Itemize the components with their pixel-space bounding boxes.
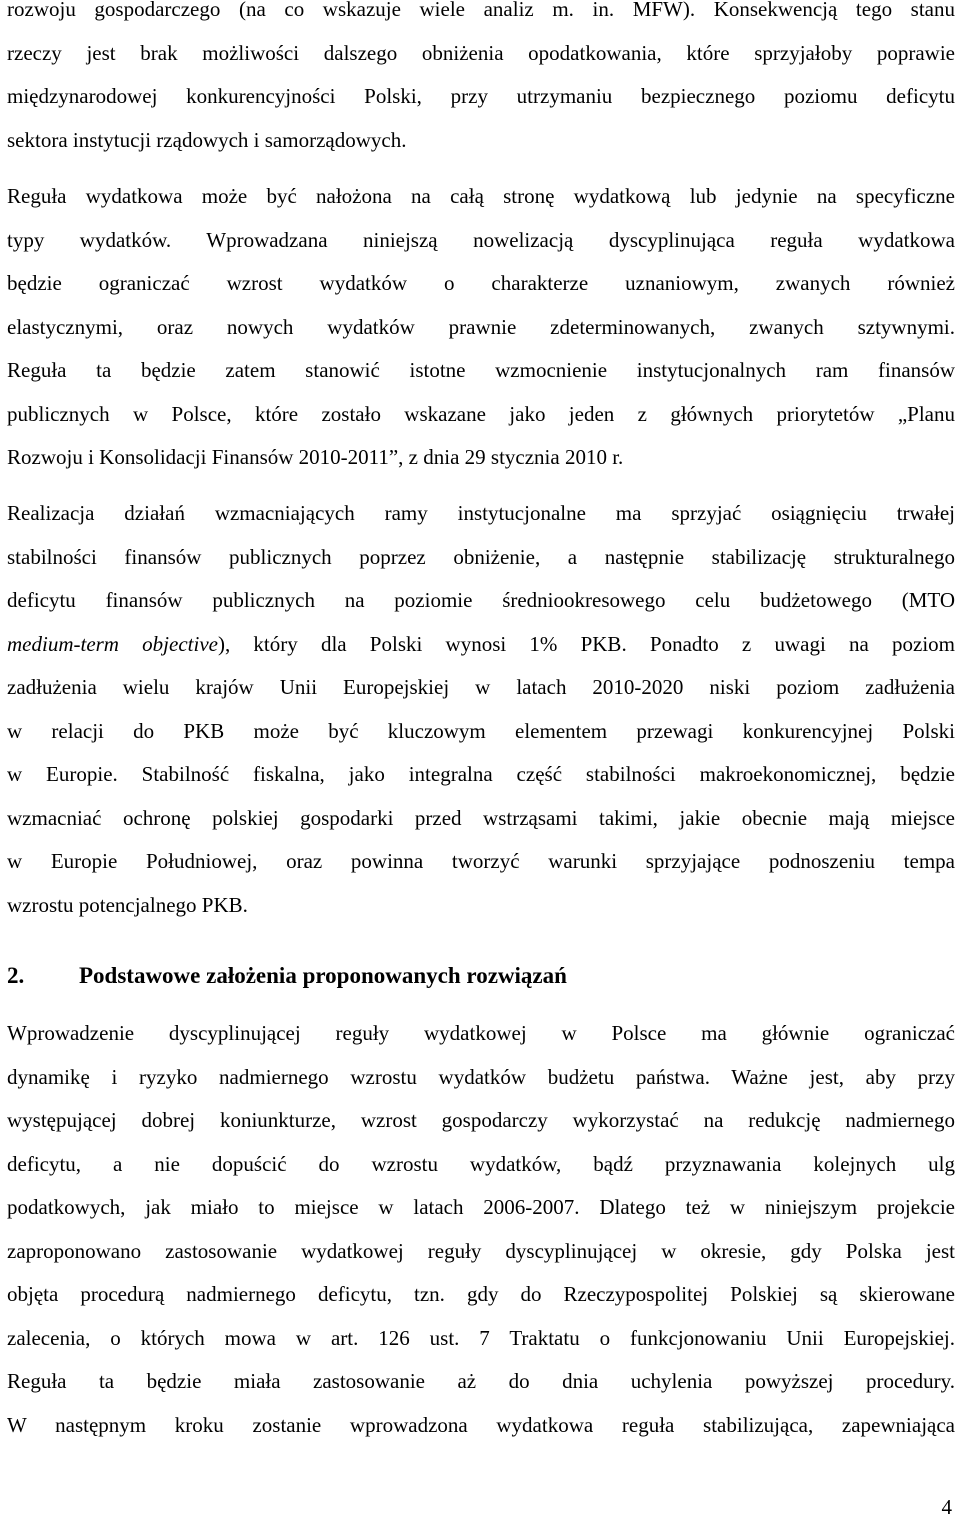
text-line: zadłużenia wielu krajów Unii Europejskiej w latach 2010-2020 niski poziom zadłużenia	[7, 675, 955, 699]
section-number: 2.	[7, 963, 25, 988]
page-number: 4	[941, 1495, 952, 1519]
paragraph-1	[7, 0, 955, 162]
text-line: elastycznymi, oraz nowych wydatków prawnie zdeterminowanych, zwanych sztywnymi.	[7, 314, 955, 339]
text-line: deficytu finansów publicznych na poziomie średniookresowego celu budżetowego (MTO	[7, 588, 955, 612]
text-line: Reguła ta będzie miała zastosowanie aż do dnia uchylenia powyższej procedury.	[7, 1369, 955, 1393]
text-line: będzie ograniczać wzrost wydatków o charakterze uznaniowym, zwanych również	[7, 271, 955, 295]
text-line: w relacji do PKB może być kluczowym elementem przewagi konkurencyjnej Polski	[7, 718, 955, 743]
section-heading	[7, 958, 567, 994]
text-line: dynamikę i ryzyko nadmiernego wzrostu wydatków budżetu państwa. Ważne jest, aby przy	[7, 1064, 955, 1089]
text-line: międzynarodowej konkurencyjności Polski, przy utrzymaniu bezpiecznego poziomu deficytu	[7, 84, 955, 108]
text-line: zaproponowano zastosowanie wydatkowej reguły dyscyplinującej w okresie, gdy Polska jest	[7, 1238, 955, 1263]
text-line: Wprowadzenie dyscyplinującej reguły wydatkowej w Polsce ma głównie ograniczać	[7, 1021, 955, 1045]
text-line: Reguła ta będzie zatem stanowić istotne wzmocnienie instytucjonalnych ram finansów	[7, 358, 955, 382]
section-title: Podstawowe założenia proponowanych rozwiązań	[79, 963, 567, 988]
paragraph-4	[7, 1012, 955, 1447]
text-line: stabilności finansów publicznych poprzez obniżenie, a następnie stabilizację strukturalnego	[7, 544, 955, 569]
text-line: rzeczy jest brak możliwości dalszego obniżenia opodatkowania, które sprzyjałoby poprawie	[7, 40, 955, 65]
text-line: deficytu, a nie dopuścić do wzrostu wydatków, bądź przyznawania kolejnych ulg	[7, 1151, 955, 1176]
text-line: występującej dobrej koniunkturze, wzrost gospodarczy wykorzystać na redukcję nadmiernego	[7, 1108, 955, 1132]
text-line: wzrostu potencjalnego PKB.	[7, 892, 248, 917]
text-line: rozwoju gospodarczego (na co wskazuje wiele analiz m. in. MFW). Konsekwencją tego stanu	[7, 0, 955, 21]
italic-term: medium-term objective	[7, 631, 218, 656]
text-line: Realizacja działań wzmacniających ramy instytucjonalne ma sprzyjać osiągnięciu trwałej	[7, 501, 955, 525]
text-line: wzmacniać ochronę polskiej gospodarki przed wstrząsami takimi, jakie obecnie mają miejsce	[7, 805, 955, 830]
text-line: typy wydatków. Wprowadzana niniejszą nowelizacją dyscyplinująca reguła wydatkowa	[7, 227, 955, 252]
text-line: podatkowych, jak miało to miejsce w latach 2006-2007. Dlatego też w niniejszym projekcie	[7, 1195, 955, 1219]
text-line: w Europie. Stabilność fiskalna, jako integralna część stabilności makroekonomicznej, będzie	[7, 762, 955, 786]
text-line: w Europie Południowej, oraz powinna tworzyć warunki sprzyjające podnoszeniu tempa	[7, 849, 955, 873]
text-line: publicznych w Polsce, które zostało wskazane jako jeden z głównych priorytetów „Planu	[7, 401, 955, 426]
paragraph-3	[7, 492, 955, 927]
text-line: W następnym kroku zostanie wprowadzona wydatkowa reguła stabilizująca, zapewniająca	[7, 1412, 955, 1437]
text-line: Reguła wydatkowa może być nałożona na całą stronę wydatkową lub jedynie na specyficzne	[7, 184, 955, 208]
paragraph-2	[7, 175, 955, 480]
text-line: sektora instytucji rządowych i samorządowych.	[7, 127, 407, 152]
text-line-italic-term: medium-term objective), który dla Polski wynosi 1% PKB. Ponadto z uwagi na poziom	[7, 631, 955, 656]
text-line: objęta procedurą nadmiernego deficytu, tzn. gdy do Rzeczypospolitej Polskiej są skierowane	[7, 1282, 955, 1306]
text-line: zalecenia, o których mowa w art. 126 ust. 7 Traktatu o funkcjonowaniu Unii Europejskiej.	[7, 1325, 955, 1350]
text-line: Rozwoju i Konsolidacji Finansów 2010-2011”, z dnia 29 stycznia 2010 r.	[7, 445, 624, 469]
